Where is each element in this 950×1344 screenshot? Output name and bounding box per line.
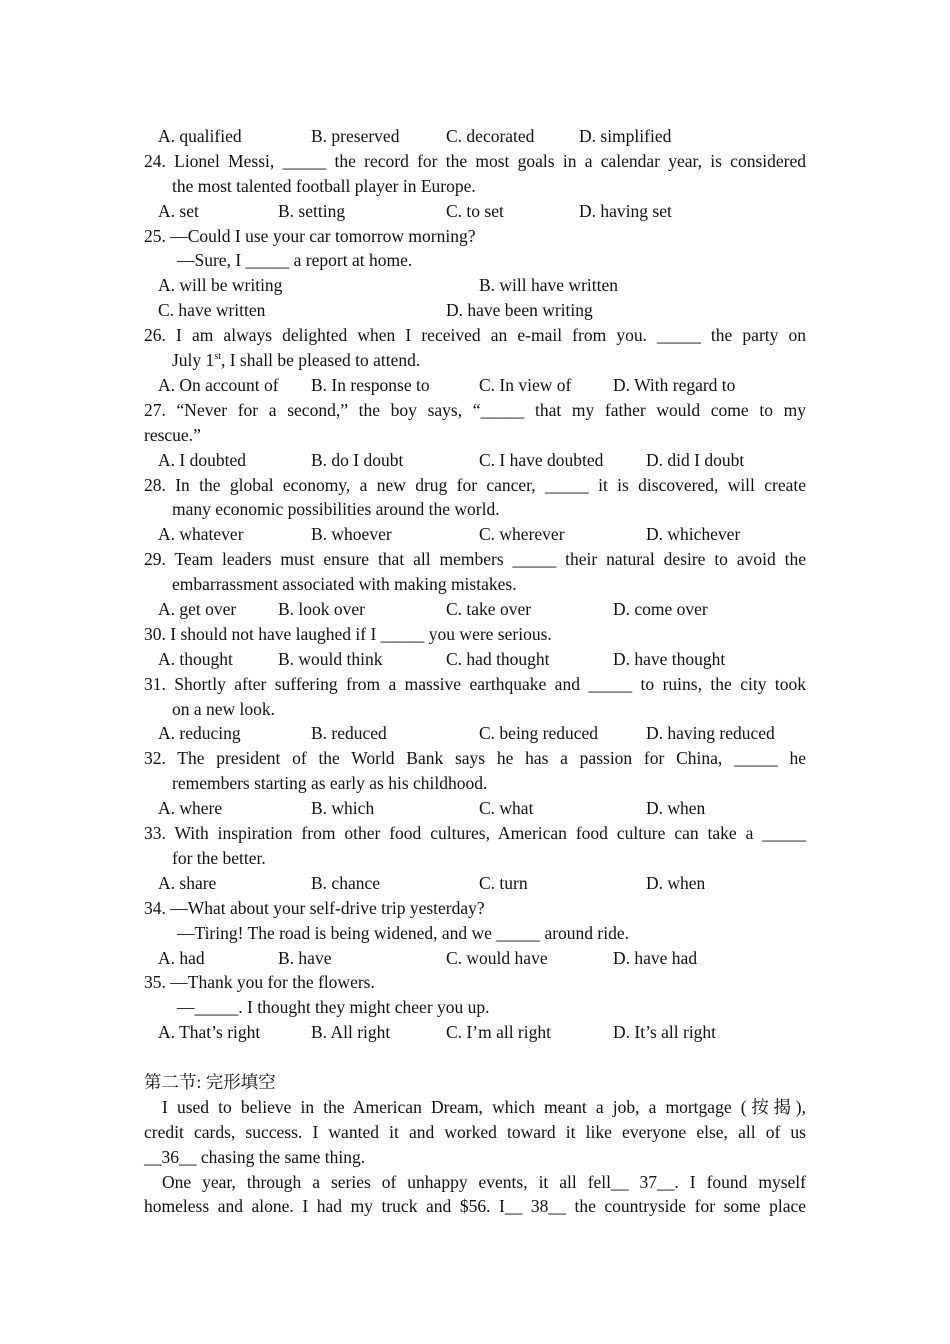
q25-stem-line1: 25. —Could I use your car tomorrow morning? <box>144 226 476 246</box>
q25-option-b: B. will have written <box>479 275 619 295</box>
q30-option-c: C. had thought <box>446 649 550 669</box>
q26-option-a: A. On account of <box>158 375 279 395</box>
q28-option-d: D. whichever <box>646 524 741 544</box>
q29-option-a: A. get over <box>158 599 237 619</box>
q34-option-c: C. would have <box>446 948 548 968</box>
q35-option-a: A. That’s right <box>158 1022 261 1042</box>
q24-option-a: A. set <box>158 201 199 221</box>
q34-option-b: B. have <box>278 948 332 968</box>
q29-stem-line2: embarrassment associated with making mistakes. <box>172 574 517 594</box>
passage-p1-line1: I used to believe in the American Dream, which meant a job, a mortgage (按揭), <box>162 1097 806 1117</box>
q27-option-b: B. do I doubt <box>311 450 404 470</box>
q35-option-d: D. It’s all right <box>613 1022 717 1042</box>
q24-option-b: B. setting <box>278 201 346 221</box>
ordinal-suffix: st <box>214 351 221 363</box>
q30-option-a: A. thought <box>158 649 233 669</box>
q28-option-a: A. whatever <box>158 524 244 544</box>
q31-option-d: D. having reduced <box>646 723 775 743</box>
q33-option-a: A. share <box>158 873 217 893</box>
q32-stem-line2: remembers starting as early as his childhood. <box>172 773 488 793</box>
q33-stem-line2: for the better. <box>172 848 266 868</box>
q31-stem-line1: 31. Shortly after suffering from a massive earthquake and _____ to ruins, the city took <box>144 674 806 694</box>
q26-option-d: D. With regard to <box>613 375 736 395</box>
q34-option-d: D. have had <box>613 948 698 968</box>
q25-option-a: A. will be writing <box>158 275 283 295</box>
q31-stem-line2: on a new look. <box>172 699 276 719</box>
q33-option-d: D. when <box>646 873 706 893</box>
q28-stem-line1: 28. In the global economy, a new drug for cancer, _____ it is discovered, will create <box>144 475 806 495</box>
q34-stem-line1: 34. —What about your self-drive trip yesterday? <box>144 898 485 918</box>
q25-option-d: D. have been writing <box>446 300 593 320</box>
q31-option-a: A. reducing <box>158 723 241 743</box>
q35-option-b: B. All right <box>311 1022 391 1042</box>
q34-stem-line2: —Tiring! The road is being widened, and we _____ around ride. <box>177 923 630 943</box>
q32-option-d: D. when <box>646 798 706 818</box>
q27-stem-line1: 27. “Never for a second,” the boy says, “_____ that my father would come to my <box>144 400 806 420</box>
section-heading: 第二节: 完形填空 <box>144 1072 276 1092</box>
q35-stem-line1: 35. —Thank you for the flowers. <box>144 972 375 992</box>
q31-option-c: C. being reduced <box>479 723 599 743</box>
q32-option-a: A. where <box>158 798 223 818</box>
passage-p2-line1: One year, through a series of unhappy events, it all fell__ 37__. I found myself <box>162 1172 806 1192</box>
q30-option-d: D. have thought <box>613 649 726 669</box>
q28-option-c: C. wherever <box>479 524 565 544</box>
q29-stem-line1: 29. Team leaders must ensure that all members _____ their natural desire to avoid the <box>144 549 806 569</box>
q27-option-a: A. I doubted <box>158 450 246 470</box>
passage-p1-line2: credit cards, success. I wanted it and worked toward it like everyone else, all of us <box>144 1122 806 1142</box>
q25-option-c: C. have written <box>158 300 266 320</box>
q23-option-b: B. preserved <box>311 126 400 146</box>
q35-option-c: C. I’m all right <box>446 1022 551 1042</box>
q32-option-c: C. what <box>479 798 534 818</box>
q26-option-c: C. In view of <box>479 375 572 395</box>
q24-option-d: D. having set <box>579 201 672 221</box>
q27-option-d: D. did I doubt <box>646 450 745 470</box>
q34-option-a: A. had <box>158 948 205 968</box>
q30-stem-line1: 30. I should not have laughed if I _____ you were serious. <box>144 624 552 644</box>
q29-option-d: D. come over <box>613 599 708 619</box>
q23-option-d: D. simplified <box>579 126 672 146</box>
q27-stem-line2: rescue.” <box>144 425 201 445</box>
q23-option-c: C. decorated <box>446 126 535 146</box>
passage-p1-line3: __36__ chasing the same thing. <box>144 1147 366 1167</box>
q31-option-b: B. reduced <box>311 723 387 743</box>
q24-stem-line1: 24. Lionel Messi, _____ the record for the most goals in a calendar year, is considered <box>144 151 806 171</box>
q23-option-a: A. qualified <box>158 126 242 146</box>
q33-stem-line1: 33. With inspiration from other food cultures, American food culture can take a _____ <box>144 823 806 843</box>
q33-option-c: C. turn <box>479 873 528 893</box>
q29-option-b: B. look over <box>278 599 366 619</box>
q24-stem-line2: the most talented football player in Europe. <box>172 176 476 196</box>
q25-stem-line2: —Sure, I _____ a report at home. <box>177 250 413 270</box>
q35-stem-line2: —_____. I thought they might cheer you up. <box>177 997 490 1017</box>
q29-option-c: C. take over <box>446 599 532 619</box>
q32-option-b: B. which <box>311 798 375 818</box>
q27-option-c: C. I have doubted <box>479 450 604 470</box>
q26-stem-line2: July 1st, I shall be pleased to attend. <box>172 350 421 370</box>
q26-stem-line1: 26. I am always delighted when I received an e-mail from you. _____ the party on <box>144 325 806 345</box>
q32-stem-line1: 32. The president of the World Bank says he has a passion for China, _____ he <box>144 748 806 768</box>
q28-option-b: B. whoever <box>311 524 392 544</box>
q30-option-b: B. would think <box>278 649 383 669</box>
passage-p2-line2: homeless and alone. I had my truck and $56. I__ 38__ the countryside for some place <box>144 1196 806 1216</box>
q28-stem-line2: many economic possibilities around the world. <box>172 499 500 519</box>
q33-option-b: B. chance <box>311 873 380 893</box>
q24-option-c: C. to set <box>446 201 504 221</box>
q26-option-b: B. In response to <box>311 375 430 395</box>
